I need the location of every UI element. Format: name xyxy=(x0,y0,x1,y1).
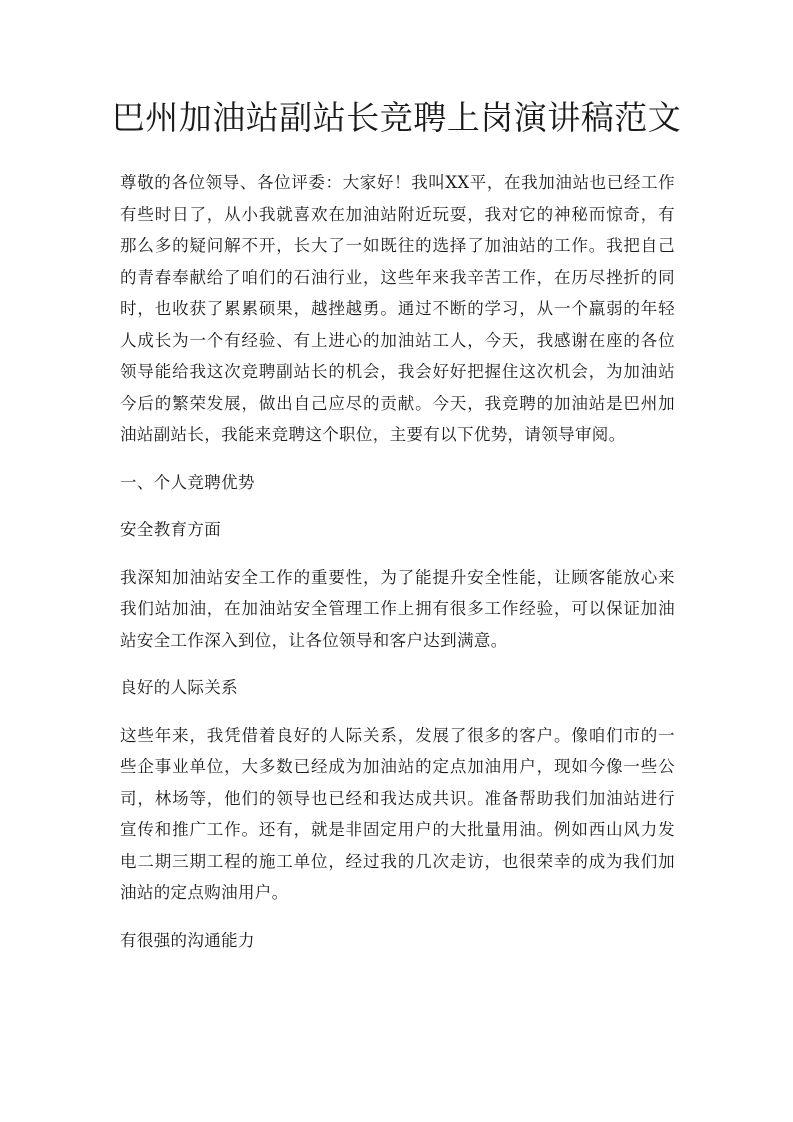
document-title: 巴州加油站副站长竞聘上岗演讲稿范文 xyxy=(111,98,682,137)
intro-paragraph: 尊敬的各位领导、各位评委：大家好！我叫XX平，在我加油站也已经工作有些时日了，从小我就喜欢在加油站附近玩耍，我对它的神秘而惊奇，有那么多的疑问解不开，长大了一如既往的选择了加油站的工作。我把自己的青春奉献给了咱们的石油行业，这些年来我辛苦工作，在历尽挫折的同时，也收获了累累硕果，越挫越勇。通过不断的学习，从一个羸弱的年轻人成长为一个有经验、有上进心的加油站工人，今天，我感谢在座的各位领导能给我这次竞聘副站长的机会，我会好好把握住这次机会，为加油站今后的繁荣发展，做出自己应尽的贡献。今天，我竞聘的加油站是巴州加油站副站长，我能来竞聘这个职位，主要有以下优势，请领导审阅。 xyxy=(120,173,675,444)
subheading-interpersonal-relations: 良好的人际关系 xyxy=(120,678,238,697)
subheading-communication-ability: 有很强的沟通能力 xyxy=(120,930,255,950)
interpersonal-relations-paragraph: 这些年来，我凭借着良好的人际关系，发展了很多的客户。像咱们市的一些企事业单位，大多数已经成为加油站的定点加油用户，现如今像一些公司，林场等，他们的领导也已经和我达成共识。准备帮助我们加油站进行宣传和推广工作。还有，就是非固定用户的大批量用油。例如西山风力发电二期三期工程的施工单位，经过我的几次走访，也很荣幸的成为我们加油站的定点购油用户。 xyxy=(120,725,675,902)
section-heading-personal-advantages: 一、个人竞聘优势 xyxy=(120,472,255,492)
safety-education-paragraph: 我深知加油站安全工作的重要性，为了能提升安全性能，让顾客能放心来我们站加油，在加油站安全管理工作上拥有很多工作经验，可以保证加油站安全工作深入到位，让各位领导和客户达到满意。 xyxy=(120,567,675,650)
document-body xyxy=(120,167,675,956)
subheading-safety-education: 安全教育方面 xyxy=(120,520,222,539)
